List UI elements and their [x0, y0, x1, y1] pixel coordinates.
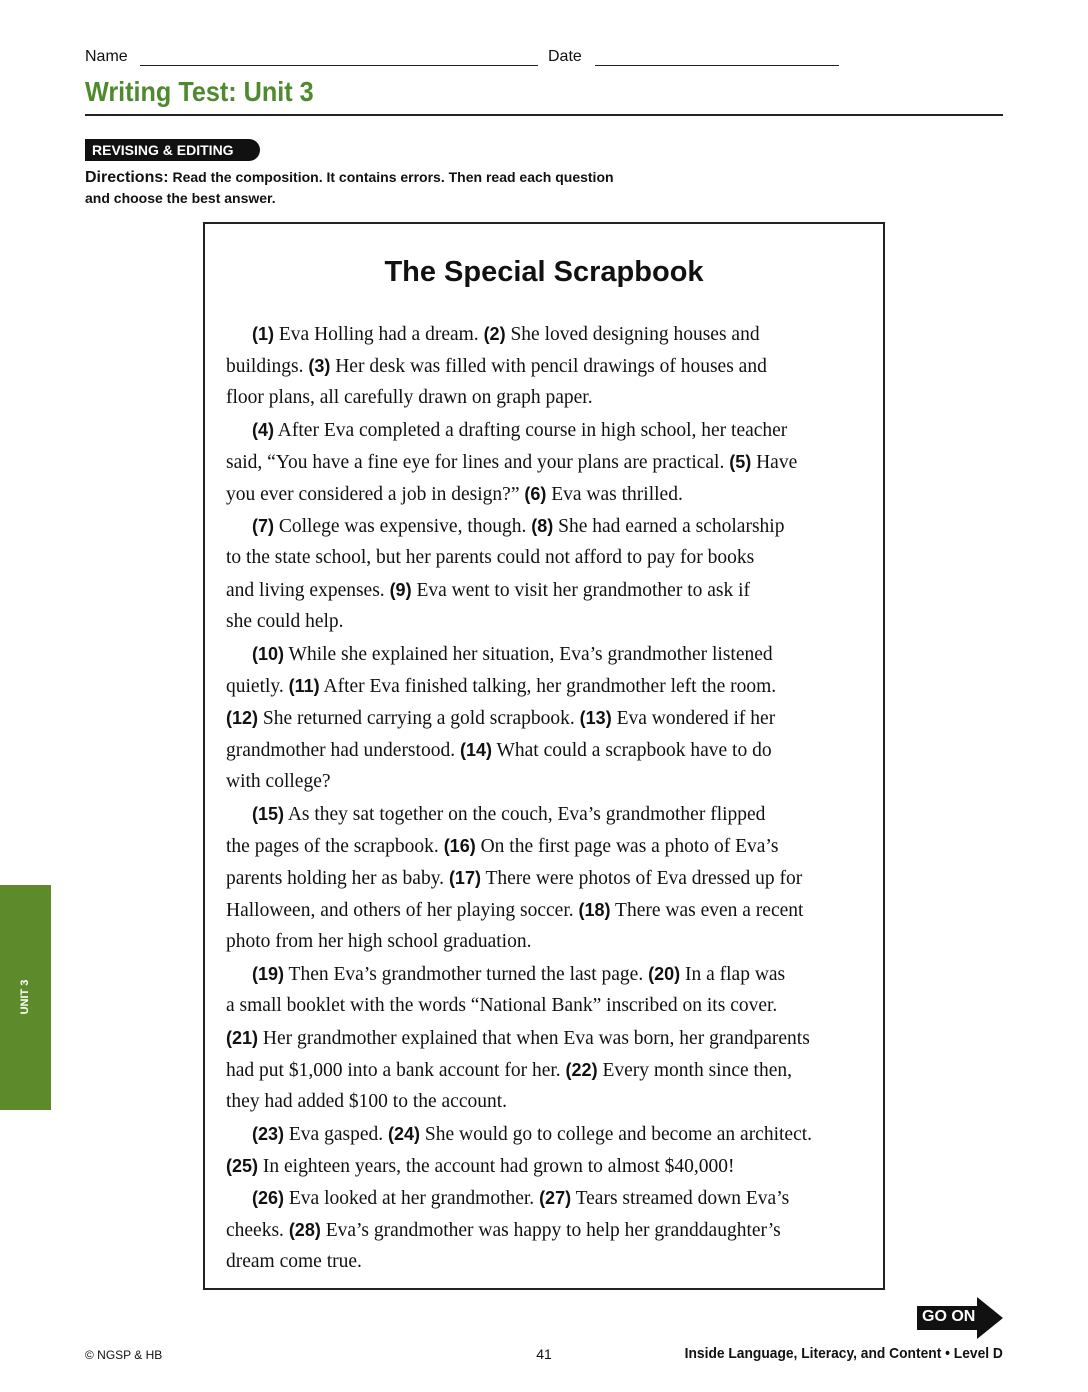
sentence-text: While she explained her situation, Eva’s grandmother listened — [284, 644, 773, 665]
sentence-text: What could a scrapbook have to do — [491, 740, 772, 761]
sentence-number: (14) — [459, 740, 492, 760]
name-line[interactable] — [140, 65, 538, 66]
story-line — [226, 926, 876, 958]
story-line — [226, 1086, 876, 1118]
sentence-number: (6) — [524, 484, 547, 504]
sentence-number: (16) — [443, 836, 476, 856]
sentence-text: she could help. — [226, 611, 344, 632]
story-line — [226, 1214, 876, 1246]
sentence-number: (8) — [531, 516, 554, 536]
story-line — [226, 638, 876, 670]
footer-copyright: © NGSP & HB — [85, 1348, 163, 1362]
sentence-text: the pages of the scrapbook. — [226, 836, 444, 857]
sentence-text: After Eva completed a drafting course in high school, her teacher — [274, 420, 788, 441]
story-box — [203, 222, 885, 1290]
sentence-text: parents holding her as baby. — [226, 868, 449, 889]
sentence-text: She returned carrying a gold scrapbook. — [258, 708, 580, 729]
date-label: Date — [548, 48, 582, 65]
go-on-button[interactable] — [917, 1297, 1003, 1339]
sentence-text: grandmother had understood. — [226, 740, 460, 761]
page-title: Writing Test: Unit 3 — [85, 76, 314, 107]
sentence-text: photo from her high school graduation. — [226, 931, 532, 952]
sentence-text: As they sat together on the couch, Eva’s grandmother flipped — [284, 804, 766, 825]
sentence-text: Eva’s grandmother was happy to help her granddaughter’s — [320, 1220, 781, 1241]
story-line — [226, 1022, 876, 1054]
sentence-text: dream come true. — [226, 1251, 362, 1272]
story-line — [226, 446, 876, 478]
directions-text-2: and choose the best answer. — [85, 190, 276, 206]
story-line — [226, 1150, 876, 1182]
story-line — [226, 606, 876, 638]
story-line — [226, 734, 876, 766]
story-line — [226, 1182, 876, 1214]
sentence-text: Have — [751, 452, 798, 473]
sentence-text: College was expensive, though. — [274, 516, 532, 537]
sentence-number: (20) — [648, 964, 681, 984]
sentence-text: quietly. — [226, 676, 289, 697]
sentence-text: Tears streamed down Eva’s — [571, 1188, 790, 1209]
footer-series-title: Inside Language, Literacy, and Content • Level D — [684, 1345, 1003, 1362]
sentence-text: Eva looked at her grandmother. — [284, 1188, 540, 1209]
date-line[interactable] — [595, 65, 839, 66]
story-line — [226, 350, 876, 382]
story-line — [226, 798, 876, 830]
sentence-text: a small booklet with the words “National Bank” inscribed on its cover. — [226, 995, 778, 1016]
story-line — [226, 542, 876, 574]
sentence-text: with college? — [226, 771, 331, 792]
sentence-number: (24) — [387, 1124, 420, 1144]
go-on-label: GO ON — [922, 1308, 976, 1325]
directions-text-1: Read the composition. It contains errors. Then read each question — [168, 169, 614, 185]
sentence-text: Halloween, and others of her playing soccer. — [226, 900, 579, 921]
story-line — [226, 958, 876, 990]
sentence-text: they had added $100 to the account. — [226, 1091, 508, 1112]
sentence-text: After Eva finished talking, her grandmother left the room. — [319, 676, 777, 697]
sentence-text: and living expenses. — [226, 580, 390, 601]
sentence-text: In eighteen years, the account had grown to almost $40,000! — [258, 1156, 735, 1177]
sentence-number: (3) — [308, 356, 331, 376]
sentence-text: said, “You have a fine eye for lines and your plans are practical. — [226, 452, 730, 473]
story-line — [226, 830, 876, 862]
sentence-text: She loved designing houses and — [505, 324, 760, 345]
story-line — [226, 862, 876, 894]
sentence-text: you ever considered a job in design?” — [226, 484, 525, 505]
section-badge: REVISING & EDITING — [85, 139, 260, 161]
story-line — [226, 766, 876, 798]
sentence-number: (23) — [252, 1124, 285, 1144]
sentence-number: (18) — [578, 900, 611, 920]
sentence-text: She would go to college and become an architect. — [420, 1124, 813, 1145]
sentence-number: (28) — [288, 1220, 321, 1240]
story-line — [226, 1246, 876, 1278]
page-number: 41 — [536, 1346, 552, 1362]
sentence-text: Eva gasped. — [284, 1124, 388, 1145]
sentence-number: (5) — [729, 452, 752, 472]
sentence-text: On the first page was a photo of Eva’s — [475, 836, 779, 857]
story-line — [226, 702, 876, 734]
sentence-text: There was even a recent — [610, 900, 804, 921]
sentence-text: She had earned a scholarship — [553, 516, 785, 537]
sentence-number: (7) — [252, 516, 274, 536]
sentence-text: Her desk was filled with pencil drawings of houses and — [330, 356, 767, 377]
sentence-text: There were photos of Eva dressed up for — [480, 868, 803, 889]
sentence-text: Her grandmother explained that when Eva was born, her grandparents — [258, 1028, 810, 1049]
story-line — [226, 478, 876, 510]
story-line — [226, 670, 876, 702]
sentence-text: Eva went to visit her grandmother to ask if — [411, 580, 751, 601]
story-line — [226, 894, 876, 926]
story-line — [226, 414, 876, 446]
sentence-text: floor plans, all carefully drawn on graph paper. — [226, 387, 593, 408]
sentence-text: to the state school, but her parents could not afford to pay for books — [226, 547, 755, 568]
story-line — [226, 318, 876, 350]
sentence-number: (17) — [448, 868, 481, 888]
story-line — [226, 1118, 876, 1150]
sentence-number: (13) — [579, 708, 612, 728]
sentence-number: (21) — [226, 1028, 259, 1048]
story-title: The Special Scrapbook — [384, 256, 704, 288]
sentence-text: Eva was thrilled. — [546, 484, 683, 505]
story-line — [226, 510, 876, 542]
sentence-number: (22) — [565, 1060, 598, 1080]
sentence-number: (11) — [288, 676, 320, 696]
sentence-text: Then Eva’s grandmother turned the last page. — [284, 964, 649, 985]
sentence-text: buildings. — [226, 356, 309, 377]
story-body — [226, 318, 876, 1278]
sentence-text: cheeks. — [226, 1220, 289, 1241]
sentence-text: In a flap was — [680, 964, 786, 985]
title-divider — [85, 114, 1003, 116]
story-line — [226, 382, 876, 414]
sentence-text: Every month since then, — [597, 1060, 792, 1081]
story-line — [226, 990, 876, 1022]
directions — [85, 167, 725, 209]
sentence-number: (4) — [252, 420, 274, 440]
name-label: Name — [85, 48, 128, 65]
sentence-text: Eva wondered if her — [611, 708, 776, 729]
sentence-number: (25) — [226, 1156, 259, 1176]
sentence-number: (10) — [252, 644, 285, 664]
sentence-text: had put $1,000 into a bank account for her. — [226, 1060, 566, 1081]
sentence-number: (9) — [389, 580, 412, 600]
sentence-number: (15) — [252, 804, 285, 824]
story-line — [226, 574, 876, 606]
sentence-number: (12) — [226, 708, 259, 728]
unit-tab-label: UNIT 3 — [19, 979, 31, 1015]
sentence-number: (19) — [252, 964, 285, 984]
sentence-number: (2) — [483, 324, 506, 344]
sentence-text: Eva Holling had a dream. — [274, 324, 484, 345]
directions-label: Directions: — [85, 169, 169, 186]
name-date-row — [85, 46, 845, 70]
sentence-number: (26) — [252, 1188, 285, 1208]
story-line — [226, 1054, 876, 1086]
unit-side-tab — [0, 885, 51, 1110]
sentence-number: (27) — [539, 1188, 572, 1208]
sentence-number: (1) — [252, 324, 274, 344]
